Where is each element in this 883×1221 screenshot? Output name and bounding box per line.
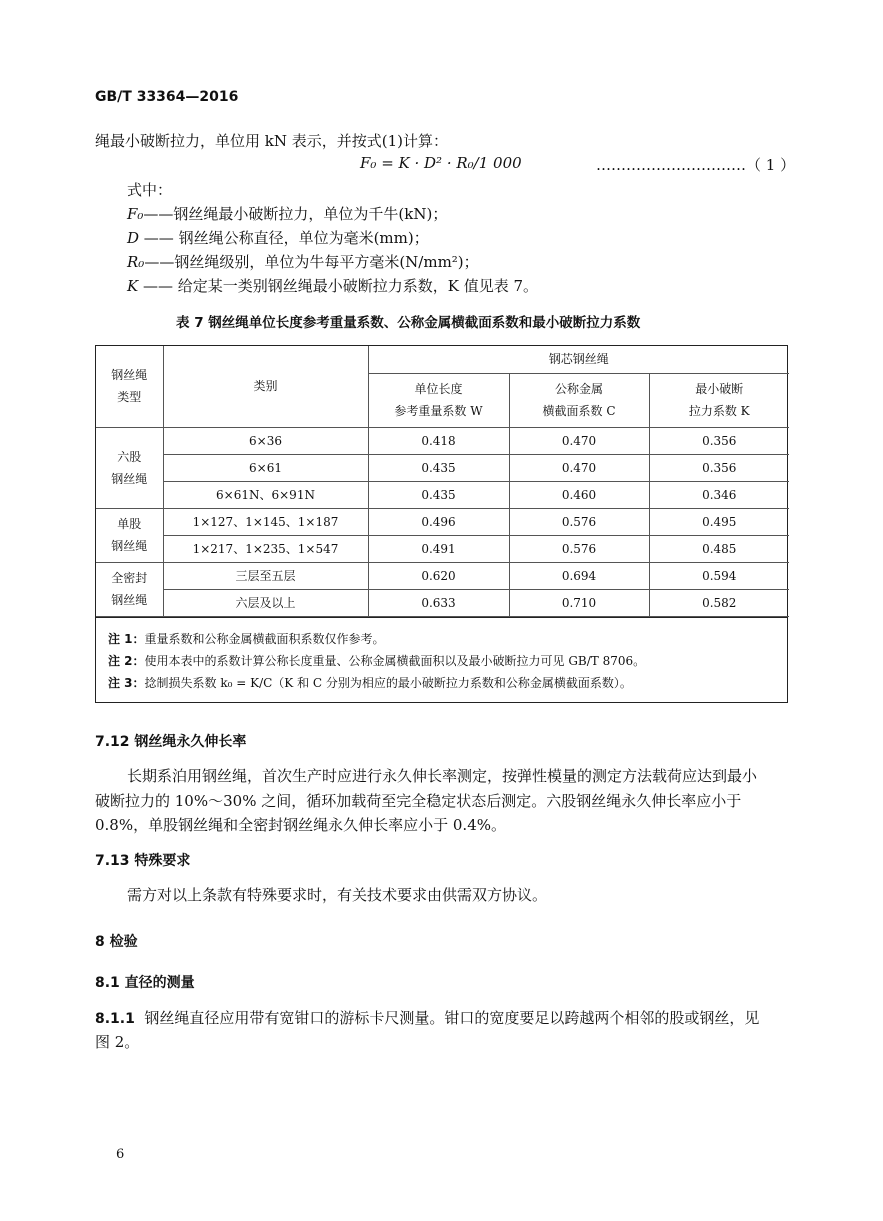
area-cell: 0.460: [509, 481, 649, 508]
definition-symbol: R₀: [127, 253, 145, 271]
formula: F₀ = K · D² · R₀/1 000: [360, 154, 522, 172]
area-cell: 0.694: [509, 562, 649, 589]
header-line: 公称金属: [554, 382, 603, 396]
section-heading-7-12: 7.12 钢丝绳永久伸长率: [95, 734, 247, 750]
table-row: [96, 589, 789, 616]
paragraph-line: 0.8%，单股钢丝绳和全密封钢丝绳永久伸长率应小于 0.4%。: [95, 816, 506, 834]
type-line: 六股: [117, 449, 142, 464]
weight-cell: 0.435: [368, 454, 509, 481]
section-heading-8-1: 8.1 直径的测量: [95, 975, 195, 991]
table-row: [96, 535, 789, 562]
weight-cell: 0.633: [368, 589, 509, 616]
breaking-cell: 0.356: [649, 427, 789, 454]
category-cell: 1×127、1×145、1×187: [163, 508, 368, 535]
breaking-cell: 0.485: [649, 535, 789, 562]
header-line: 单位长度: [414, 382, 463, 396]
clause-text: 钢丝绳直径应用带有宽钳口的游标卡尺测量。钳口的宽度要足以跨越两个相邻的股或钢丝，见: [144, 1009, 760, 1027]
table-row: [96, 481, 789, 508]
breaking-cell: 0.346: [649, 481, 789, 508]
definition-text: ——钢丝绳最小破断拉力，单位为千牛(kN)；: [143, 205, 448, 223]
category-cell: 六层及以上: [163, 589, 368, 616]
weight-cell: 0.496: [368, 508, 509, 535]
clause-number: 8.1.1: [95, 1011, 135, 1027]
table-note: [108, 628, 787, 650]
definition-symbol: D: [127, 229, 140, 247]
definition-item: [127, 227, 429, 248]
intro-line: 绳最小破断拉力，单位用 kN 表示，并按式(1)计算：: [95, 132, 449, 150]
standard-number: GB/T 33364—2016: [95, 89, 239, 105]
note-label: 注 3：: [108, 675, 145, 690]
type-line: 钢丝绳: [111, 471, 148, 486]
formula-ref: …………………………（ 1 ）: [596, 156, 796, 174]
paragraph-line: 图 2。: [95, 1033, 140, 1051]
page-number: 6: [116, 1147, 125, 1162]
note-label: 注 2：: [108, 653, 145, 668]
type-line: 钢丝绳: [111, 539, 148, 553]
weight-cell: 0.418: [368, 427, 509, 454]
type-cell: [96, 427, 163, 508]
section-heading-7-13: 7.13 特殊要求: [95, 853, 191, 869]
header-weight-coef: [368, 373, 509, 427]
type-line: 全密封: [111, 571, 148, 585]
category-cell: 6×61: [163, 454, 368, 481]
paragraph-line: 破断拉力的 10%～30% 之间，循环加载荷至完全稳定状态后测定。六股钢丝绳永久伸长率应小于: [95, 792, 742, 810]
header-breaking-coef: [649, 373, 789, 427]
header-line: 横截面系数 C: [542, 404, 616, 418]
category-cell: 6×36: [163, 427, 368, 454]
table-note: [108, 650, 787, 672]
header-type-line: 钢丝绳: [111, 368, 148, 383]
header-category: 类别: [163, 346, 368, 427]
definition-text: ——钢丝绳级别，单位为牛每平方毫米(N/mm²)；: [144, 253, 479, 271]
header-line: 参考重量系数 W: [394, 404, 483, 418]
table-row: [96, 562, 789, 589]
weight-cell: 0.435: [368, 481, 509, 508]
definition-text: —— 给定某一类别钢丝绳最小破断拉力系数，K 值见表 7。: [138, 277, 539, 295]
area-cell: 0.576: [509, 508, 649, 535]
header-line: 拉力系数 K: [688, 404, 750, 418]
definition-symbol: F₀: [127, 205, 144, 223]
weight-cell: 0.491: [368, 535, 509, 562]
breaking-cell: 0.582: [649, 589, 789, 616]
paragraph-line: 需方对以上条款有特殊要求时，有关技术要求由供需双方协议。: [127, 886, 548, 904]
note-text: 捻制损失系数 k₀ = K/C（K 和 C 分别为相应的最小破断拉力系数和公称金属横截面系数）。: [144, 675, 632, 690]
coefficient-table: [96, 346, 789, 617]
category-cell: 1×217、1×235、1×547: [163, 535, 368, 562]
header-type-line: 类型: [117, 390, 142, 405]
category-cell: 6×61N、6×91N: [163, 481, 368, 508]
definition-symbol: K: [127, 277, 139, 295]
note-text: 重量系数和公称金属横截面积系数仅作参考。: [144, 631, 385, 646]
type-cell: [96, 562, 163, 616]
category-cell: 三层至五层: [163, 562, 368, 589]
breaking-cell: 0.495: [649, 508, 789, 535]
where-label: 式中：: [127, 181, 173, 199]
area-cell: 0.470: [509, 454, 649, 481]
definition-item: [127, 203, 447, 224]
definition-text: —— 钢丝绳公称直径，单位为毫米(mm)；: [139, 229, 429, 247]
paragraph-line: [95, 1007, 759, 1028]
area-cell: 0.576: [509, 535, 649, 562]
area-cell: 0.710: [509, 589, 649, 616]
table-row: [96, 427, 789, 454]
area-cell: 0.470: [509, 427, 649, 454]
note-label: 注 1：: [108, 631, 145, 646]
table-7: [95, 345, 788, 703]
table-notes: [96, 617, 787, 702]
paragraph-line: 长期系泊用钢丝绳，首次生产时应进行永久伸长率测定，按弹性模量的测定方法载荷应达到最小: [127, 767, 758, 785]
definition-item: [127, 275, 538, 296]
type-line: 钢丝绳: [111, 593, 148, 607]
header-area-coef: [509, 373, 649, 427]
header-type: [96, 346, 163, 427]
type-line: 单股: [117, 517, 142, 531]
table-note: [108, 672, 787, 694]
header-group: 钢芯钢丝绳: [368, 346, 789, 373]
header-line: 最小破断: [695, 382, 744, 396]
table-row: [96, 454, 789, 481]
note-text: 使用本表中的系数计算公称长度重量、公称金属横截面积以及最小破断拉力可见 GB/T 8706。: [144, 653, 646, 668]
type-cell: [96, 508, 163, 562]
table-row: [96, 508, 789, 535]
definition-item: [127, 251, 479, 272]
section-heading-8: 8 检验: [95, 934, 138, 950]
breaking-cell: 0.594: [649, 562, 789, 589]
breaking-cell: 0.356: [649, 454, 789, 481]
weight-cell: 0.620: [368, 562, 509, 589]
table-title: 表 7 钢丝绳单位长度参考重量系数、公称金属横截面系数和最小破断拉力系数: [176, 315, 641, 331]
